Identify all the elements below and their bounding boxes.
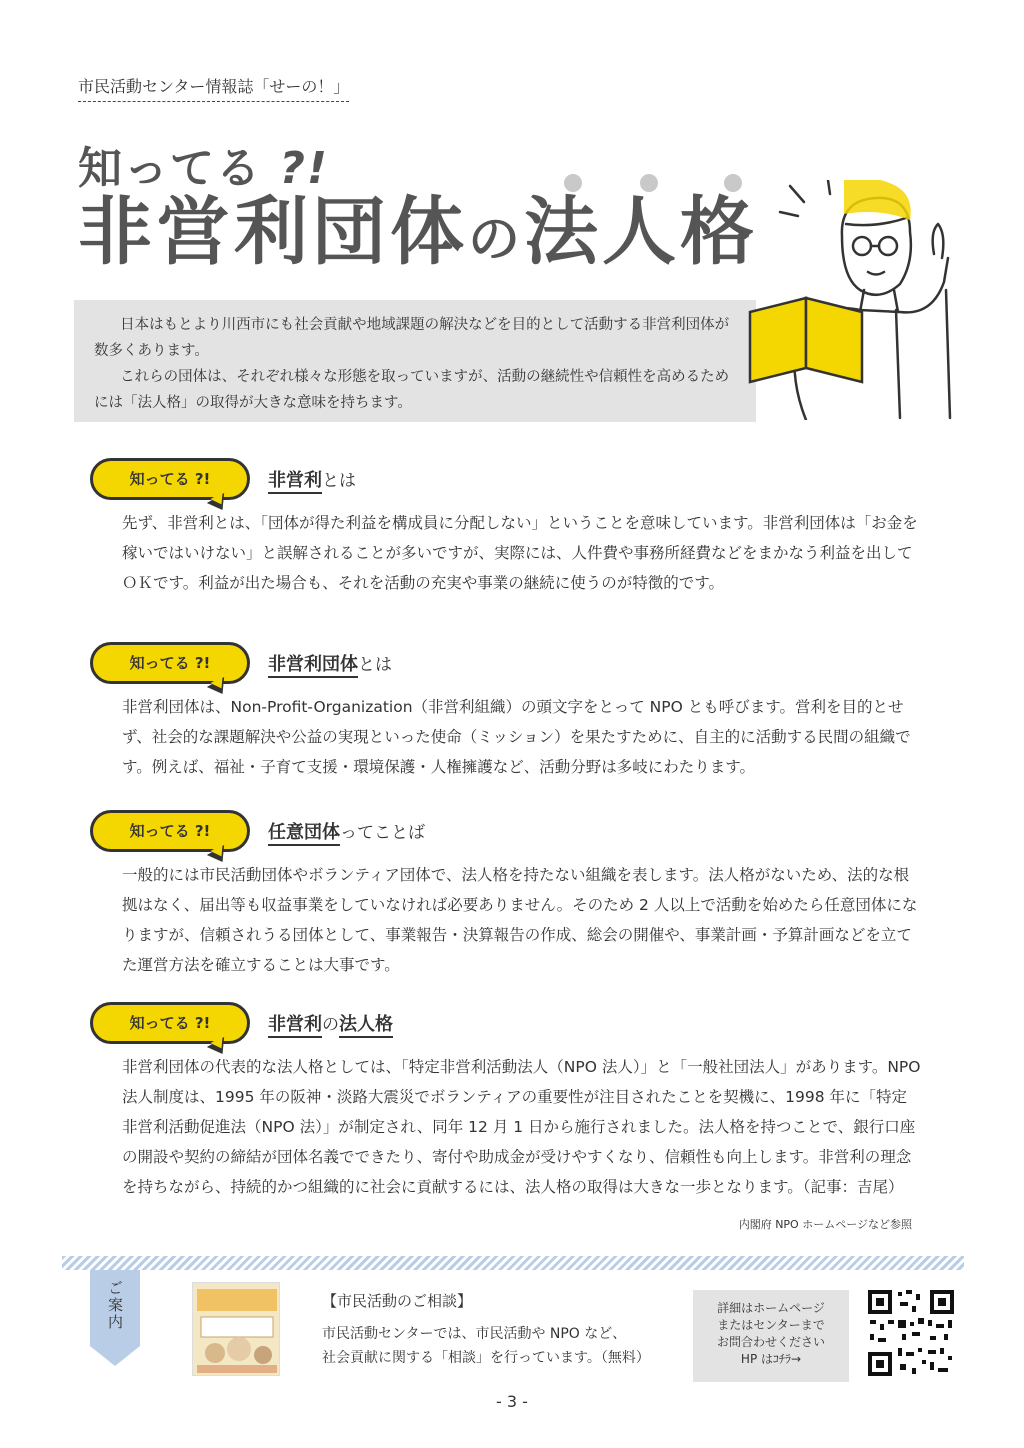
section-title-bold: 非営利: [268, 1014, 322, 1038]
title-small-mark: ?!: [279, 143, 329, 194]
section-title-bold: 非営利: [268, 470, 322, 494]
title-small: [78, 132, 329, 196]
section-title: [268, 650, 392, 676]
annai-label: ご案内: [106, 1280, 124, 1331]
shitteru-badge: [90, 810, 250, 852]
shitteru-badge: [90, 642, 250, 684]
title-small-text: 知ってる: [78, 143, 262, 194]
intro-box: [74, 300, 756, 422]
section-body: 非営利団体は、Non-Profit-Organization（非営利組織）の頭文字をとって NPO とも呼びます。営利を目的とせず、社会的な課題解決や公益の実現といった使命（ミッション）を果たすために、自主的に活動する民間の組織です。例えば、福祉・子育て支援・環境保護・人権擁護など、活動分野は多岐にわたります。: [122, 698, 911, 776]
section-title-rest: とは: [322, 471, 356, 491]
section-title: [268, 1010, 393, 1036]
section-title-mid: の: [322, 1015, 339, 1035]
section-body: 先ず、非営利とは、「団体が得た利益を構成員に分配しない」ということを意味しています。非営利団体は「お金を稼いではいけない」と誤解されることが多いですが、実際には、人件費や事務所経費などをまかなう利益を出してＯＫです。利益が出た場合も、それを活動の充実や事業の継続に使うのが特徴的です。: [122, 514, 918, 592]
hp-link-line[interactable]: HP はｺﾁﾗ→: [740, 1352, 802, 1366]
section-title-bold: 非営利団体: [268, 654, 358, 678]
section-title: [268, 466, 356, 492]
badge-label: 知ってる ?!: [129, 1014, 211, 1032]
hp-line: お問合わせください: [716, 1335, 825, 1349]
qr-code-icon[interactable]: [866, 1288, 956, 1378]
section-title-rest: ってことば: [340, 823, 425, 843]
hp-line: 詳細はホームページ: [717, 1301, 825, 1315]
man-reading-book-illustration: [746, 180, 986, 420]
page-title: [78, 189, 759, 275]
shitteru-badge: [90, 1002, 250, 1044]
homepage-info-box: [693, 1290, 849, 1382]
reference-note: 内閣府 NPO ホームページなど参照: [738, 1218, 912, 1231]
section-body: 非営利団体の代表的な法人格としては、「特定非営利活動法人（NPO 法人）」と「一般社団法人」があります。NPO 法人制度は、1995 年の阪神・淡路大震災でボランティアの重要性が注目されたことを契機に、1998 年に「特定非営利活動促進法（NPO 法）」が制定され、同年 12 月 1 日から施行されました。法人格を持つことで、銀行口座の開設や契約の締結が団体名義でできたり、寄付や助成金が受けやすくなり、信頼性も向上します。非営利の理念を持ちながら、持続的かつ組織的に社会に貢献するには、法人格の取得は大きな一歩となります。（記事：吉尾）: [122, 1058, 921, 1196]
section-title-rest: とは: [358, 655, 392, 675]
title-big-a: 非営利団体: [78, 189, 468, 275]
badge-label: 知ってる ?!: [129, 470, 211, 488]
consultation-line: 市民活動センターでは、市民活動や NPO など、: [322, 1326, 627, 1342]
section-body: 一般的には市民活動団体やボランティア団体で、法人格を持たない組織を表します。法人格がないため、法的な根拠はなく、届出等も収益事業をしていなければ必要ありません。そのため 2 人以上で活動を始めたら任意団体になりますが、信頼されうる団体として、事業報告・決算報告の作成、総会の開催や、事業計画・予算計画などを立てた運営方法を確立することは大事です。: [122, 866, 918, 974]
shitteru-badge: [90, 458, 250, 500]
intro-paragraph: 日本はもとより川西市にも社会貢献や地域課題の解決などを目的として活動する非営利団体が数多くあります。: [94, 317, 730, 359]
magazine-name: 市民活動センター情報誌「せーの！」: [78, 74, 349, 102]
title-big-b: 法人格: [524, 189, 759, 275]
consultation-line: 社会貢献に関する「相談」を行っています。（無料）: [322, 1350, 650, 1366]
title-big-no: の: [468, 210, 525, 270]
badge-label: 知ってる ?!: [129, 654, 211, 672]
brochure-thumbnail: [192, 1282, 280, 1376]
section-title-bold: 法人格: [339, 1014, 393, 1038]
divider-stripe: [62, 1256, 964, 1270]
consultation-title: 【市民活動のご相談】: [322, 1292, 473, 1310]
section-title-bold: 任意団体: [268, 822, 340, 846]
page-number: - 3 -: [496, 1392, 528, 1411]
annai-tab: [90, 1270, 140, 1366]
brochure-thumbnail-image: [193, 1283, 280, 1376]
section-title: [268, 818, 425, 844]
intro-paragraph: これらの団体は、それぞれ様々な形態を取っていますが、活動の継続性や信頼性を高めるためには「法人格」の取得が大きな意味を持ちます。: [94, 369, 730, 411]
badge-label: 知ってる ?!: [129, 822, 211, 840]
hp-line: またはセンターまで: [717, 1318, 825, 1332]
consultation-text: [322, 1322, 650, 1370]
